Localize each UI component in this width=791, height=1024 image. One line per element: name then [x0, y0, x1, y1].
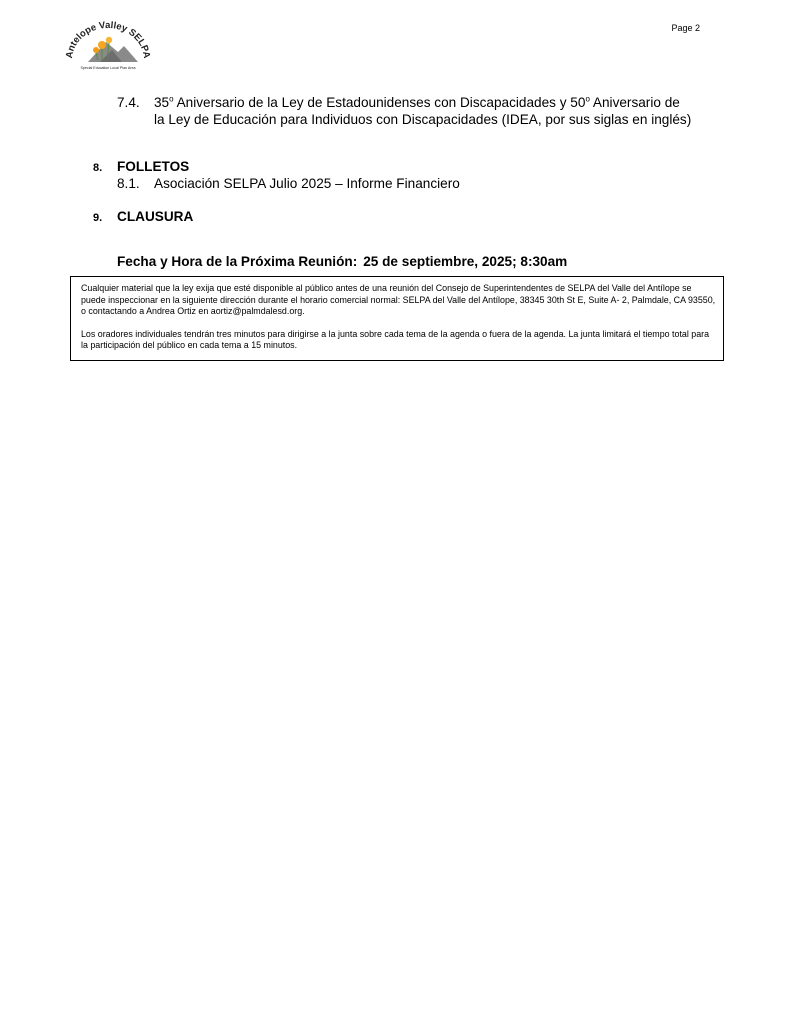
next-meeting-label: Fecha y Hora de la Próxima Reunión:	[117, 254, 358, 269]
item-7-4-number: 7.4.	[117, 95, 140, 110]
logo-subtitle: Special Education Local Plan Area	[80, 66, 136, 70]
notice-paragraph-speakers: Los oradores individuales tendrán tres minutos para dirigirse a la junta sobre cada tema de la agenda o fuera de la agenda. La junta limitará el tiempo total para la participación del público en cada tema a 15 minutos.	[81, 328, 710, 350]
section-8-title: FOLLETOS	[117, 159, 190, 174]
poppy-flower-icon	[98, 41, 106, 49]
section-8-number: 8.	[93, 162, 103, 174]
item-8-1-text: Asociación SELPA Julio 2025 – Informe Financiero	[154, 176, 460, 191]
notice-paragraph-materials: Cualquier material que la ley exija que esté disponible al público antes de una reunión del Consejo de Superintendentes de SELPA del Valle del Antílope se puede inspeccionar en la siguiente dirección durante el horario comercial normal: SELPA del Valle del Antílope, 38345 30th St E, Suite A- 2, Palmdale, CA 93550, o contactando a Andrea Ortiz en aortiz@palmdalesd.org.	[81, 283, 716, 316]
section-9-title: CLAUSURA	[117, 209, 194, 224]
selpa-logo-graphic	[62, 16, 154, 72]
item-8-1-number: 8.1.	[117, 176, 140, 191]
item-7-4-text: 35$^o$ Aniversario de la Ley de Estadounidenses con Discapacidades y 50$^o$ Aniversario de la Ley de Educación para Individuos con Discapacidades (IDEA, por sus siglas en inglés)	[154, 94, 692, 127]
section-9-number: 9.	[93, 212, 103, 224]
public-notice-box	[70, 276, 724, 361]
logo-title: Antelope Valley SELPA	[63, 19, 153, 60]
next-meeting	[117, 254, 567, 269]
next-meeting-date: 25 de septiembre, 2025; 8:30am	[363, 254, 568, 269]
selpa-logo	[62, 16, 154, 72]
page-number: Page 2	[671, 23, 700, 33]
